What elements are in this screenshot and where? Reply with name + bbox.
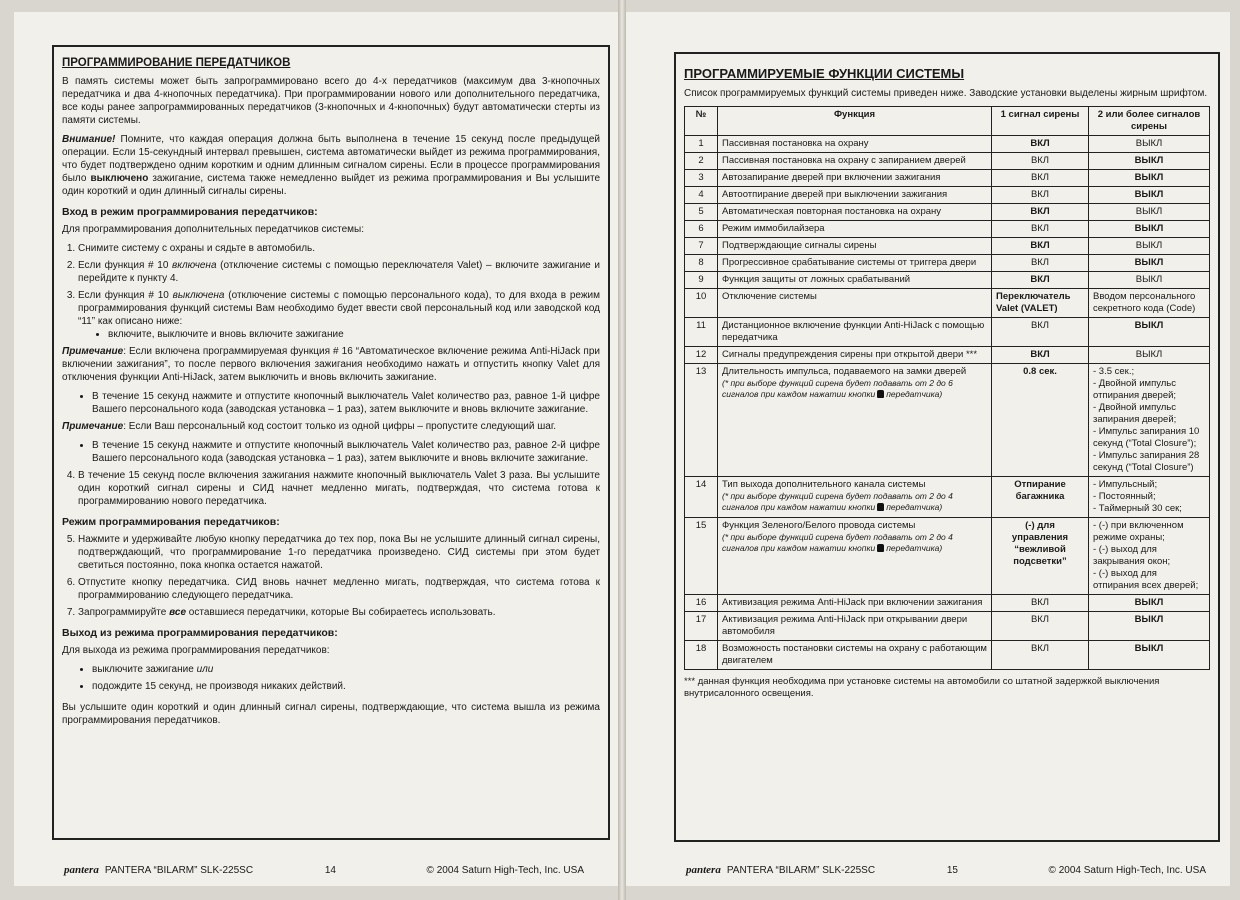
left-page-title: ПРОГРАММИРОВАНИЕ ПЕРЕДАТЧИКОВ: [62, 57, 291, 69]
exit-bullet-1: • выключите зажигание или: [92, 663, 600, 676]
note-1: Примечание: Если включена программируемая функция # 16 “Автоматическое включение режима Anti-HiJack при включении зажигания”, то после первого включения зажигания необходимо нажать и отпустить кнопку Valet для отключения функции Anti-HiJack, затем выключить и вновь включить зажигание.: [62, 346, 600, 383]
row-function: Пассивная постановка на охрану: [718, 136, 992, 153]
option-line: - Импульсный;: [1093, 479, 1158, 490]
option-line: - (-) выход для отпирания всех дверей;: [1093, 568, 1199, 591]
row-number: 5: [685, 204, 718, 221]
table-row: [685, 204, 1210, 221]
row-one-signal: 0.8 сек.: [992, 364, 1089, 477]
option-line: - 3.5 сек.;: [1093, 366, 1135, 377]
row-two-signals: ВЫКЛ: [1089, 170, 1210, 187]
table-row: [685, 238, 1210, 255]
footer-copyright: © 2004 Saturn High-Tech, Inc. USA: [426, 864, 584, 876]
row-number: 16: [685, 595, 718, 612]
row-function: Режим иммобилайзера: [718, 221, 992, 238]
row-two-signals: ВЫКЛ: [1089, 221, 1210, 238]
row-two-signals: Вводом персонального секретного кода (Code): [1089, 289, 1210, 318]
option-line: - Двойной импульс отпирания дверей;: [1093, 378, 1177, 401]
row-function: Подтверждающие сигналы сирены: [718, 238, 992, 255]
row-number: 4: [685, 187, 718, 204]
option-line: - Импульс запирания 10 секунд (“Total Closure”);: [1093, 426, 1200, 449]
siren-note: (* при выборе функций сирена будет подавать от 2 до 4 сигналов при каждом нажатии кнопки передатчика): [722, 491, 953, 512]
footer-model: PANTERA “BILARM” SLK-225SC: [104, 864, 254, 876]
row-number: 6: [685, 221, 718, 238]
table-row: [685, 170, 1210, 187]
row-function: Отключение системы: [718, 289, 992, 318]
table-row: [685, 272, 1210, 289]
table-row: [685, 136, 1210, 153]
entry-intro: Для программирования дополнительных передатчиков системы:: [62, 224, 364, 235]
row-two-signals: ВЫКЛ: [1089, 612, 1210, 641]
row-function: Автозапирание дверей при включении зажигания: [718, 170, 992, 187]
row-function: Длительность импульса, подаваемого на замки дверей (* при выборе функций сирена будет подавать от 2 до 6 сигналов при каждом нажатии кнопки передатчика): [718, 364, 992, 477]
left-footer: [64, 864, 584, 876]
row-two-signals: ВЫКЛ: [1089, 595, 1210, 612]
siren-note: (* при выборе функций сирена будет подавать от 2 до 4 сигналов при каждом нажатии кнопки передатчика): [722, 532, 953, 553]
entry-steps: [62, 242, 600, 341]
row-number: 10: [685, 289, 718, 318]
step-3: 3. Если функция # 10 выключена (отключение системы с помощью персонального кода), то для входа в режим программирования функций системы Вам необходимо будет ввести свой персональный код или заводской код “11” как описано ниже: • включите, выключите и вновь включите зажигание: [78, 289, 600, 341]
step-5: 5. Нажмите и удерживайте любую кнопку передатчика до тех пор, пока Вы не услышите длинный сигнал сирены, подтверждающий, что программирование 1-го передатчика произведено. СИД системы при этом будет светиться постоянно, пока кнопка остается нажатой.: [78, 533, 600, 572]
row-one-signal: ВКЛ: [992, 153, 1089, 170]
header-one-signal: 1 сигнал сирены: [992, 107, 1089, 136]
row-one-signal: ВКЛ: [992, 136, 1089, 153]
row-two-signals: ВЫКЛ: [1089, 347, 1210, 364]
bullet-first-digit: • В течение 15 секунд нажмите и отпустите кнопочный выключатель Valet количество раз, равное 1-й цифре Вашего персонального кода (заводская установка – 1 раз), затем выключите и вновь включите зажигание.: [92, 390, 600, 416]
lock-icon: [877, 503, 884, 511]
row-one-signal: ВКЛ: [992, 347, 1089, 364]
row-number: 11: [685, 318, 718, 347]
row-one-signal: Переключатель Valet (VALET): [992, 289, 1089, 318]
row-number: 17: [685, 612, 718, 641]
row-number: 1: [685, 136, 718, 153]
table-row: [685, 318, 1210, 347]
table-row: [685, 347, 1210, 364]
row-one-signal: (-) для управления “вежливой подсветки”: [992, 518, 1089, 595]
row-two-signals: ВЫКЛ: [1089, 318, 1210, 347]
table-row: [685, 612, 1210, 641]
row-one-signal: Отпирание багажника: [992, 477, 1089, 518]
row-one-signal: ВКЛ: [992, 318, 1089, 347]
table-row: [685, 221, 1210, 238]
row-function: Возможность постановки системы на охрану с работающим двигателем: [718, 641, 992, 670]
footer-copyright: © 2004 Saturn High-Tech, Inc. USA: [1048, 864, 1206, 876]
table-row: [685, 187, 1210, 204]
row-number: 7: [685, 238, 718, 255]
row-one-signal: ВКЛ: [992, 255, 1089, 272]
header-number: №: [685, 107, 718, 136]
row-two-signals: ВЫКЛ: [1089, 204, 1210, 221]
row-function: Функция Зеленого/Белого провода системы (* при выборе функций сирена будет подавать от 2 до 4 сигналов при каждом нажатии кнопки передатчика): [718, 518, 992, 595]
option-line: - (-) выход для закрывания окон;: [1093, 544, 1171, 567]
header-function: Функция: [718, 107, 992, 136]
bullet-ignition: • включите, выключите и вновь включите зажигание: [108, 328, 600, 341]
pantera-logo: pantera: [686, 864, 721, 876]
row-two-signals: ВЫКЛ: [1089, 641, 1210, 670]
option-line: - Постоянный;: [1093, 491, 1156, 502]
row-number: 2: [685, 153, 718, 170]
table-footnote: *** данная функция необходима при установке системы на автомобили со штатной задержкой выключения внутрисалонного освещения.: [684, 676, 1160, 699]
right-page-title: ПРОГРАММИРУЕМЫЕ ФУНКЦИИ СИСТЕМЫ: [684, 66, 965, 81]
table-row: [685, 518, 1210, 595]
row-one-signal: ВКЛ: [992, 204, 1089, 221]
table-row: [685, 477, 1210, 518]
row-number: 13: [685, 364, 718, 477]
option-line: - Таймерный 30 сек;: [1093, 503, 1182, 514]
row-one-signal: ВКЛ: [992, 595, 1089, 612]
intro-paragraph: В память системы может быть запрограммировано всего до 4-х передатчиков (максимум два 3-кнопочных передатчика и два 4-кнопочных передатчика). При программировании нового или дополнительного передатчика, все коды ранее запрограммированных передатчиков (3-кнопочных и 4-кнопочных) будут автоматически стерты из памяти системы.: [62, 76, 600, 126]
row-number: 14: [685, 477, 718, 518]
row-number: 15: [685, 518, 718, 595]
row-function: Прогрессивное срабатывание системы от триггера двери: [718, 255, 992, 272]
table-row: [685, 641, 1210, 670]
option-line: - Импульс запирания 28 секунд (“Total Closure”): [1093, 450, 1200, 473]
step-2: 2. Если функция # 10 включена (отключение системы с помощью переключателя Valet) – включите зажигание и перейдите к пункту 4.: [78, 259, 600, 285]
left-content-frame: [52, 45, 610, 840]
table-row: [685, 153, 1210, 170]
row-two-signals: ВЫКЛ: [1089, 272, 1210, 289]
step-1: 1. Снимите систему с охраны и сядьте в автомобиль.: [78, 242, 600, 255]
right-footer: [686, 864, 1206, 876]
row-one-signal: ВКЛ: [992, 170, 1089, 187]
lock-icon: [877, 390, 884, 398]
row-function: Автоотпирание дверей при выключении зажигания: [718, 187, 992, 204]
option-line: - (-) при включенном режиме охраны;: [1093, 520, 1184, 543]
pantera-logo: pantera: [64, 864, 99, 876]
row-one-signal: ВКЛ: [992, 272, 1089, 289]
row-one-signal: ВКЛ: [992, 187, 1089, 204]
row-function: Автоматическая повторная постановка на охрану: [718, 204, 992, 221]
table-row: [685, 595, 1210, 612]
row-number: 3: [685, 170, 718, 187]
mode-heading: Режим программирования передатчиков:: [62, 516, 280, 528]
row-one-signal: ВКЛ: [992, 238, 1089, 255]
row-two-signals: [1089, 364, 1210, 477]
row-two-signals: ВЫКЛ: [1089, 187, 1210, 204]
note-2: Примечание: Если Ваш персональный код состоит только из одной цифры – пропустите следующий шаг.: [62, 421, 557, 432]
bullet-second-digit: • В течение 15 секунд нажмите и отпустите кнопочный выключатель Valet количество раз, равное 2-й цифре Вашего персонального кода (заводская установка – 1 раз), затем выключите и вновь включите зажигание.: [92, 439, 600, 465]
row-number: 8: [685, 255, 718, 272]
option-line: - Двойной импульс запирания дверей;: [1093, 402, 1177, 425]
exit-heading: Выход из режима программирования передатчиков:: [62, 627, 338, 639]
left-page: [14, 12, 618, 886]
table-header-row: [685, 107, 1210, 136]
row-two-signals: ВЫКЛ: [1089, 136, 1210, 153]
exit-final: Вы услышите один короткий и один длинный сигнал сирены, подтверждающие, что система вышла из режима программирования передатчиков.: [62, 702, 600, 726]
page-number: 15: [946, 864, 958, 876]
row-two-signals: ВЫКЛ: [1089, 238, 1210, 255]
exit-bullet-2: • подождите 15 секунд, не производя никаких действий.: [92, 680, 600, 693]
book-gutter: [618, 0, 626, 900]
row-function: Пассивная постановка на охрану с запиранием дверей: [718, 153, 992, 170]
entry-heading: Вход в режим программирования передатчиков:: [62, 206, 318, 218]
page-number: 14: [324, 864, 336, 876]
row-two-signals: [1089, 477, 1210, 518]
table-row: [685, 364, 1210, 477]
row-function: Тип выхода дополнительного канала системы (* при выборе функций сирена будет подавать от 2 до 4 сигналов при каждом нажатии кнопки передатчика): [718, 477, 992, 518]
exit-intro: Для выхода из режима программирования передатчиков:: [62, 645, 330, 656]
functions-table: [684, 106, 1210, 670]
table-row: [685, 255, 1210, 272]
step-7: 7. Запрограммируйте все оставшиеся передатчики, которые Вы собираетесь использовать.: [78, 606, 600, 619]
footer-model: PANTERA “BILARM” SLK-225SC: [726, 864, 876, 876]
row-function: Функция защиты от ложных срабатываний: [718, 272, 992, 289]
table-row: [685, 289, 1210, 318]
row-function: Активизация режима Anti-HiJack при включении зажигания: [718, 595, 992, 612]
table-intro: Список программируемых функций системы приведен ниже. Заводские установки выделены жирным шрифтом.: [684, 88, 1208, 99]
right-content-frame: [674, 52, 1220, 842]
row-two-signals: ВЫКЛ: [1089, 255, 1210, 272]
siren-note: (* при выборе функций сирена будет подавать от 2 до 6 сигналов при каждом нажатии кнопки передатчика): [722, 378, 953, 399]
row-function: Дистанционное включение функции Anti-HiJack с помощью передатчика: [718, 318, 992, 347]
row-function: Сигналы предупреждения сирены при открытой двери ***: [718, 347, 992, 364]
row-two-signals: ВЫКЛ: [1089, 153, 1210, 170]
step-4: 4. В течение 15 секунд после включения зажигания нажмите кнопочный выключатель Valet 3 раза. Вы услышите один короткий сигнал сирены и СИД начнет медленно мигать, подтверждая, что система готова к программированию нового передатчика.: [78, 469, 600, 508]
lock-icon: [877, 544, 884, 552]
row-number: 12: [685, 347, 718, 364]
row-function: Активизация режима Anti-HiJack при открывании двери автомобиля: [718, 612, 992, 641]
row-one-signal: ВКЛ: [992, 221, 1089, 238]
row-number: 18: [685, 641, 718, 670]
row-one-signal: ВКЛ: [992, 612, 1089, 641]
step-6: 6. Отпустите кнопку передатчика. СИД вновь начнет медленно мигать, подтверждая, что система готова к программированию следующего передатчика.: [78, 576, 600, 602]
header-two-signals: 2 или более сигналов сирены: [1089, 107, 1210, 136]
warning-paragraph: Внимание! Помните, что каждая операция должна быть выполнена в течение 15 секунд после предыдущей операции. Если 15-секундный интервал превышен, система автоматически выйдет из режима программирования, что будет подтверждено одним коротким и одним длинным сигналом сирены. Если в процессе программирования было выключено зажигание, система также немедленно выйдет из режима программирования и Вы услышите один короткий и один длинный сигналы сирены.: [62, 134, 601, 197]
right-page: [626, 12, 1230, 886]
row-one-signal: ВКЛ: [992, 641, 1089, 670]
row-two-signals: [1089, 518, 1210, 595]
row-number: 9: [685, 272, 718, 289]
